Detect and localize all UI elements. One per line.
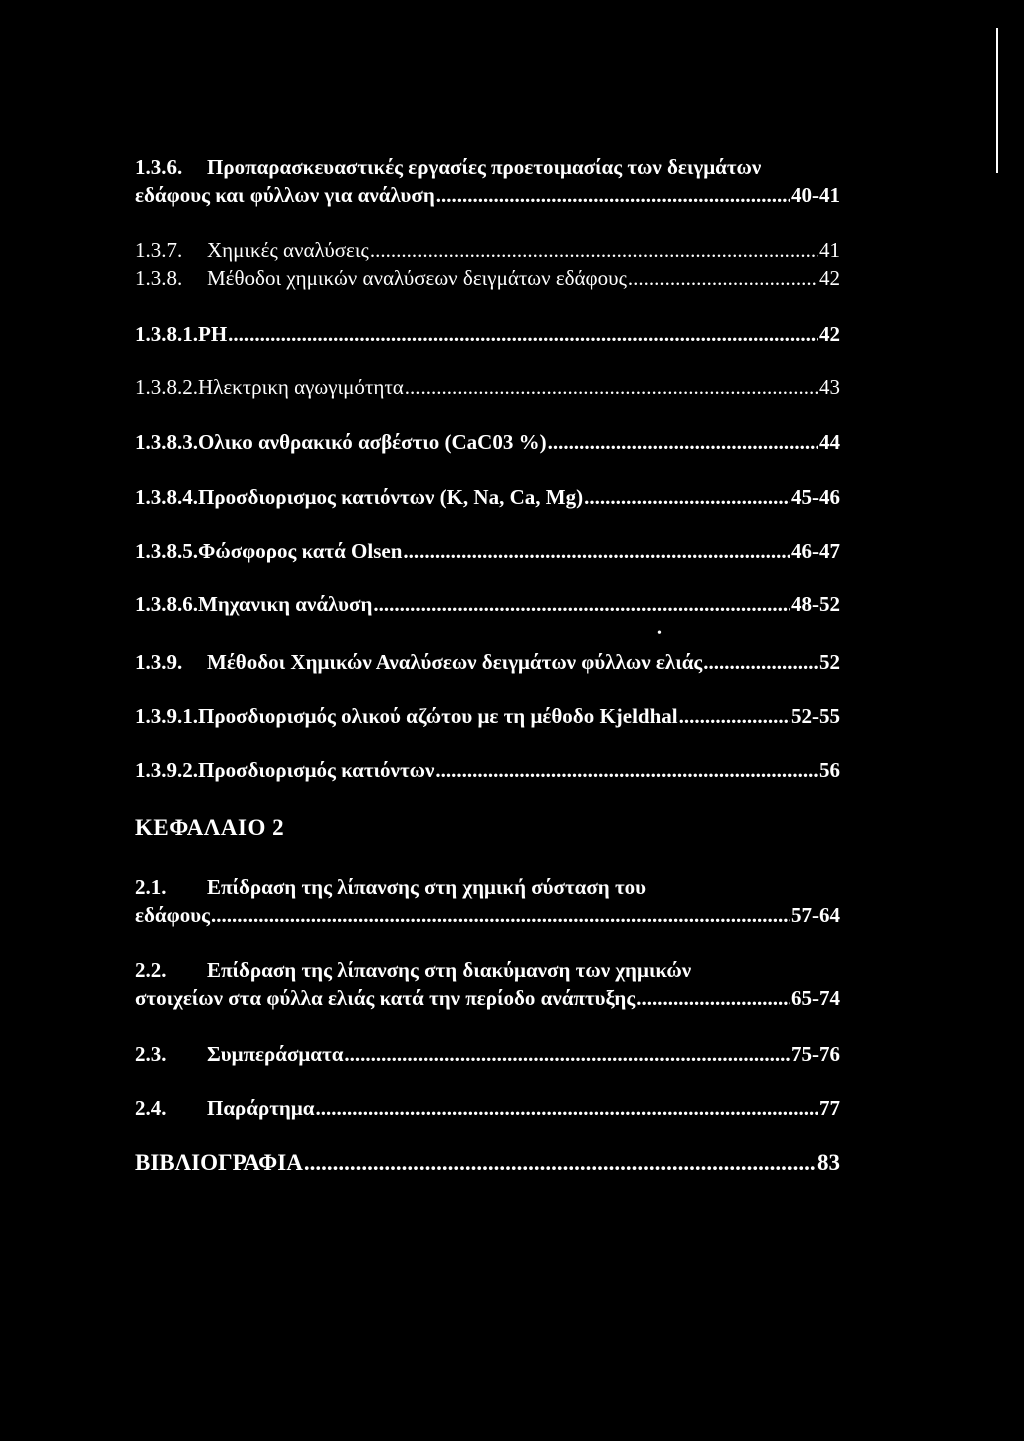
entry-page: 75-76 (791, 1042, 840, 1066)
entry-page: 77 (819, 1096, 840, 1120)
entry-title-cont: εδάφους και φύλλων για ανάλυση (135, 183, 435, 207)
entry-page: 52 (819, 650, 840, 674)
leader-dots (435, 758, 818, 782)
entry-page: 42 (819, 266, 840, 290)
entry-page: 57-64 (791, 903, 840, 927)
leader-dots (228, 322, 818, 346)
entry-title: 1.3.8.3.Ολικο ανθρακικό ασβέστιο (CaC03 %) (135, 430, 547, 454)
leader-dots (344, 1042, 790, 1066)
leader-dots (703, 650, 818, 674)
leader-dots (373, 592, 790, 616)
leader-dots (548, 430, 818, 454)
entry-title: Επίδραση της λίπανσης στη χημική σύσταση του (207, 875, 647, 899)
entry-title: Συμπεράσματα (207, 1042, 344, 1066)
entry-number: 1.3.8. (135, 266, 183, 290)
leader-dots (679, 704, 790, 728)
entry-title: ΒΙΒΛΙΟΓΡΑΦΙΑ (135, 1150, 303, 1175)
entry-title-cont: στοιχείων στα φύλλα ελιάς κατά την περίοδο ανάπτυξης (135, 986, 636, 1010)
leader-dots (628, 266, 818, 290)
leader-dots (436, 183, 790, 207)
entry-page: 40-41 (791, 183, 840, 207)
leader-dots (304, 1150, 816, 1176)
entry-page: 46-47 (791, 539, 840, 563)
entry-number: 2.2. (135, 958, 167, 982)
leader-dots (405, 375, 818, 399)
entry-page: 83 (817, 1150, 840, 1175)
entry-page: 56 (819, 758, 840, 782)
toc-entry-1-3-6[interactable] (135, 155, 840, 207)
toc-entry-1-3-8-6[interactable] (135, 592, 840, 616)
toc-entry-2-4[interactable] (135, 1096, 840, 1120)
leader-dots (584, 485, 790, 509)
toc-entry-1-3-7[interactable] (135, 238, 840, 262)
scan-speck: • (657, 626, 662, 641)
toc-entry-1-3-8-1[interactable] (135, 322, 840, 346)
entry-title: Προπαρασκευαστικές εργασίες προετοιμασίας των δειγμάτων (207, 155, 762, 179)
entry-page: 41 (819, 238, 840, 262)
entry-number: 1.3.7. (135, 238, 183, 262)
entry-title: 1.3.9.2.Προσδιορισμός κατιόντων (135, 758, 435, 782)
toc-entry-1-3-8-5[interactable] (135, 539, 840, 563)
toc-entry-1-3-8[interactable] (135, 266, 840, 290)
leader-dots (370, 238, 818, 262)
entry-title: 1.3.9.1.Προσδιορισμός ολικού αζώτου με τη μέθοδο Kjeldhal (135, 704, 678, 728)
toc-entry-2-3[interactable] (135, 1042, 840, 1066)
entry-page: 45-46 (791, 485, 840, 509)
entry-page: 44 (819, 430, 840, 454)
entry-number: 2.1. (135, 875, 167, 899)
toc-entry-1-3-9-1[interactable] (135, 704, 840, 728)
entry-title: 1.3.8.6.Μηχανικη ανάλυση (135, 592, 373, 616)
chapter-heading[interactable]: ΚΕΦΑΛΑΙΟ 2 (135, 815, 285, 840)
entry-number: 2.3. (135, 1042, 167, 1066)
toc-entry-1-3-8-4[interactable] (135, 485, 840, 509)
entry-title: Επίδραση της λίπανσης στη διακύμανση των χημικών (207, 958, 692, 982)
entry-page: 43 (819, 375, 840, 399)
entry-title: Μέθοδοι χημικών αναλύσεων δειγμάτων εδάφους (207, 266, 627, 290)
entry-title: Παράρτημα (207, 1096, 315, 1120)
leader-dots (636, 986, 790, 1010)
toc-entry-2-2[interactable] (135, 958, 840, 1010)
entry-number: 1.3.9. (135, 650, 183, 674)
entry-page: 52-55 (791, 704, 840, 728)
entry-page: 48-52 (791, 592, 840, 616)
toc-entry-2-1[interactable] (135, 875, 840, 927)
entry-number: 2.4. (135, 1096, 167, 1120)
entry-title: 1.3.8.1.ΡΗ (135, 322, 228, 346)
leader-dots (403, 539, 790, 563)
toc-entry-1-3-8-2[interactable] (135, 375, 840, 399)
entry-title: Χημικές αναλύσεις (207, 238, 369, 262)
entry-title: 1.3.8.5.Φώσφορος κατά Olsen (135, 539, 403, 563)
toc-entry-1-3-8-3[interactable] (135, 430, 840, 454)
leader-dots (315, 1096, 818, 1120)
entry-number: 1.3.6. (135, 155, 183, 179)
toc-entry-1-3-9-2[interactable] (135, 758, 840, 782)
entry-title: 1.3.8.2.Ηλεκτρικη αγωγιμότητα (135, 375, 404, 399)
toc-entry-bibliography[interactable] (135, 1150, 840, 1176)
entry-title: 1.3.8.4.Προσδιορισμος κατιόντων (Κ, Na, Ca, Mg) (135, 485, 584, 509)
entry-page: 65-74 (791, 986, 840, 1010)
entry-page: 42 (819, 322, 840, 346)
entry-title-cont: εδάφους (135, 903, 210, 927)
leader-dots (211, 903, 790, 927)
toc-entry-1-3-9[interactable] (135, 650, 840, 674)
entry-title: Μέθοδοι Χημικών Αναλύσεων δειγμάτων φύλλων ελιάς (207, 650, 703, 674)
